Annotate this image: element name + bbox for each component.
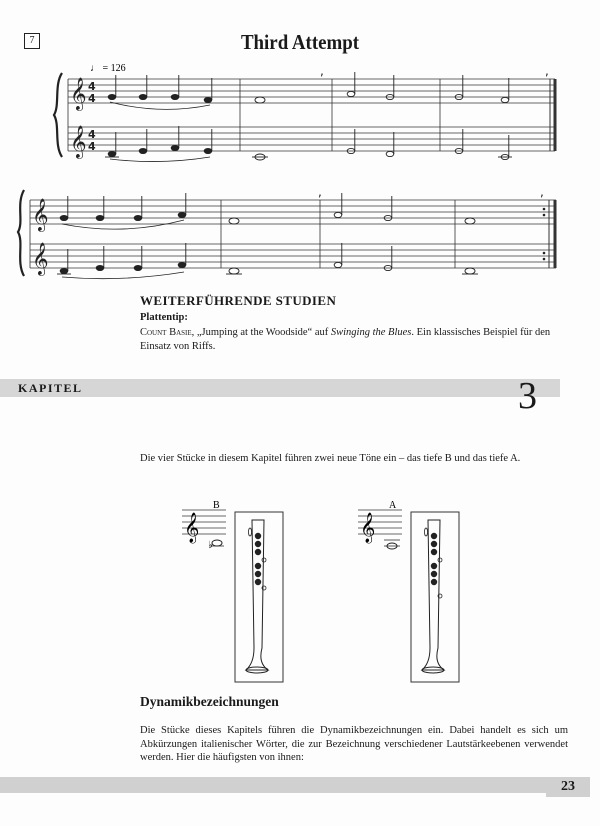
svg-text:𝄞: 𝄞 (32, 242, 49, 275)
fingering-chart-b (178, 498, 288, 688)
album-name: Swinging the Blues (330, 327, 412, 338)
chapter-label: KAPITEL (18, 381, 83, 395)
svg-text:4: 4 (88, 80, 96, 93)
svg-text:𝄞: 𝄞 (70, 125, 87, 158)
svg-text:𝄞: 𝄞 (360, 513, 376, 543)
svg-text:,: , (318, 185, 322, 199)
fingering-chart-a (354, 498, 464, 688)
further-studies-heading: WEITERFÜHRENDE STUDIEN (140, 293, 337, 308)
recommendation-text: . Ein klassisches Beispiel für den Einsatz von Riffs. (140, 327, 551, 352)
music-system-1 (50, 55, 560, 165)
plattentip-label: Plattentip: (140, 312, 188, 323)
svg-text:4: 4 (88, 140, 96, 153)
page-number: 23 (546, 777, 590, 797)
chapter-bar (0, 379, 560, 397)
svg-text:,: , (320, 64, 324, 78)
note-label-a: A (389, 500, 397, 511)
svg-text:,: , (545, 64, 549, 78)
track-name: , „Jumping at the Woodside“ auf (191, 327, 331, 338)
svg-text:𝄞: 𝄞 (184, 513, 200, 543)
dynamics-heading: Dynamikbezeichnungen (140, 694, 279, 709)
svg-text:4: 4 (88, 128, 96, 141)
svg-text:♭: ♭ (208, 540, 213, 551)
svg-text:𝄞: 𝄞 (70, 77, 87, 110)
exercise-number: 7 (24, 33, 40, 49)
svg-text:,: , (540, 185, 544, 199)
tempo-marking: ♩ = 126 (90, 63, 126, 74)
svg-text:4: 4 (88, 92, 96, 105)
piece-title: Third Attempt (240, 30, 360, 54)
svg-text:𝄞: 𝄞 (32, 198, 49, 231)
artist-name: Count Basie (140, 327, 192, 338)
dynamics-text: Die Stücke dieses Kapitels führen die Dynamikbezeichnungen ein. Dabei handelt es sich um Abkürzungen italienischer Wörter, die zur Bezeichnung verschiedener Lautstärkeebenen verwendet werden. Hier die häufigsten von ihnen: (140, 725, 568, 763)
note-label-b: B (213, 500, 220, 511)
chapter-intro: Die vier Stücke in diesem Kapitel führen zwei neue Töne ein – das tiefe B und das tiefe A. (140, 453, 521, 464)
plattentip-text (140, 326, 560, 354)
footer-bar (0, 777, 546, 793)
music-system-2 (18, 182, 563, 282)
chapter-number: 3 (518, 375, 537, 417)
